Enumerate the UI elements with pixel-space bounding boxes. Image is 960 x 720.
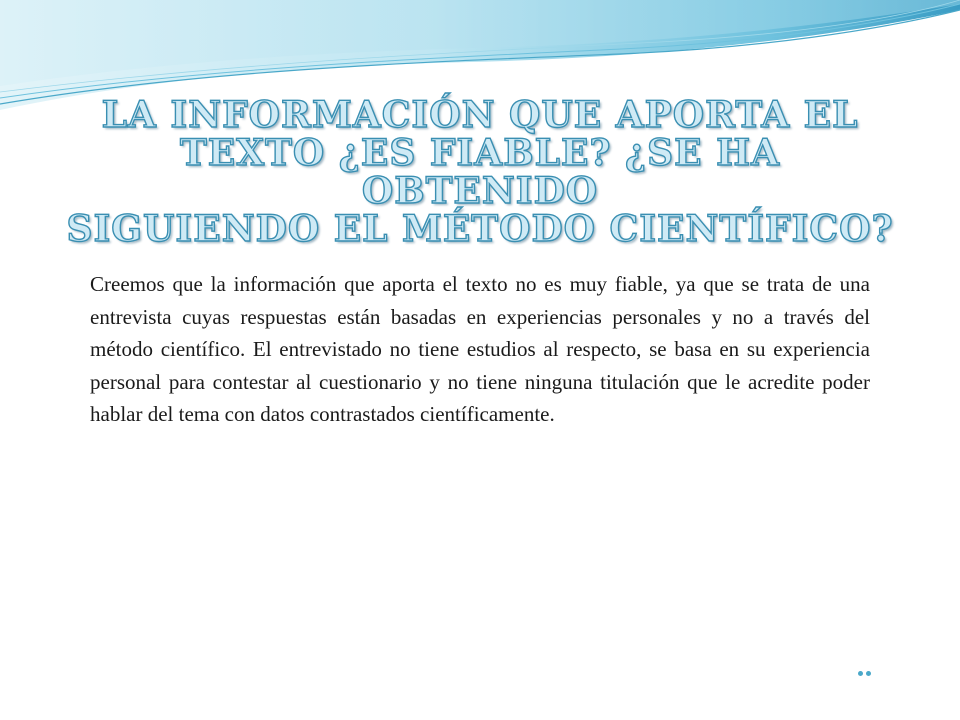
slide-title: LA INFORMACIÓN QUE APORTA EL TEXTO ¿ES FIABLE? ¿SE HA OBTENIDO SIGUIENDO EL MÉTODO CIENTÍFICO?: [66, 94, 894, 250]
footer-dots-decoration: [852, 666, 876, 680]
dot-icon: [858, 671, 863, 676]
body-paragraph: Creemos que la información que aporta el texto no es muy fiable, ya que se trata de una entrevista cuyas respuestas están basadas en experiencias personales y no a través del método científico. El entrevistado no tiene estudios al respecto, se basa en su experiencia personal para contestar al cuestionario y no tiene ninguna titulación que le acredite poder hablar del tema con datos contrastados científicamente.: [90, 272, 870, 426]
dot-icon: [866, 671, 871, 676]
